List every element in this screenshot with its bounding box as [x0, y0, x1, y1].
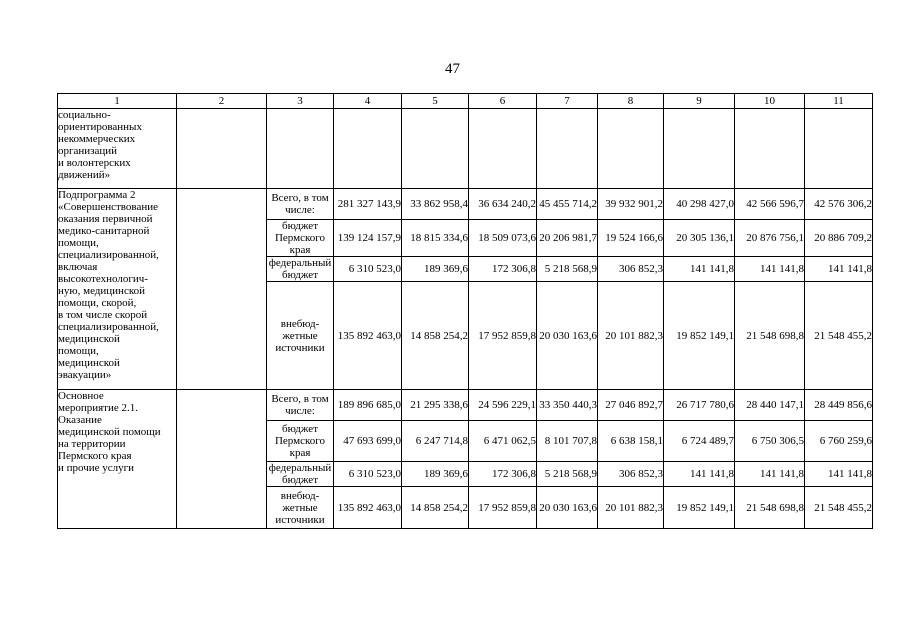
continuation-row [58, 109, 873, 189]
amount-cell: 21 295 338,6 [402, 390, 469, 421]
column-number-row [58, 94, 873, 109]
amount-cell: 189 896 685,0 [334, 390, 402, 421]
amount-cell: 6 760 259,6 [805, 421, 873, 462]
amount-cell: 36 634 240,2 [469, 189, 537, 220]
amount-cell: 141 141,8 [805, 257, 873, 282]
funding-source-cell: бюджет Пермского края [267, 421, 334, 462]
empty-cell [664, 109, 735, 189]
amount-cell: 21 548 698,8 [735, 487, 805, 529]
amount-cell: 39 932 901,2 [598, 189, 664, 220]
amount-cell: 45 455 714,2 [537, 189, 598, 220]
funding-source-cell: внебюд- жетные источники [267, 282, 334, 390]
amount-cell: 20 101 882,3 [598, 487, 664, 529]
empty-cell [598, 109, 664, 189]
funding-source-cell: Всего, в том числе: [267, 390, 334, 421]
column-header: 2 [177, 94, 267, 109]
amount-cell: 42 566 596,7 [735, 189, 805, 220]
amount-cell: 19 852 149,1 [664, 282, 735, 390]
amount-cell: 19 524 166,6 [598, 220, 664, 257]
program-name-cell: социально- ориентированных некоммерческих организаций и волонтерских движений» [58, 109, 177, 189]
amount-cell: 141 141,8 [664, 257, 735, 282]
amount-cell: 18 509 073,6 [469, 220, 537, 257]
empty-cell [267, 109, 334, 189]
amount-cell: 17 952 859,8 [469, 282, 537, 390]
column-header: 7 [537, 94, 598, 109]
amount-cell: 5 218 568,9 [537, 462, 598, 487]
amount-cell: 6 247 714,8 [402, 421, 469, 462]
amount-cell: 5 218 568,9 [537, 257, 598, 282]
amount-cell: 28 449 856,6 [805, 390, 873, 421]
amount-cell: 20 305 136,1 [664, 220, 735, 257]
amount-cell: 19 852 149,1 [664, 487, 735, 529]
amount-cell: 306 852,3 [598, 257, 664, 282]
column-header: 5 [402, 94, 469, 109]
amount-cell: 135 892 463,0 [334, 282, 402, 390]
amount-cell: 281 327 143,9 [334, 189, 402, 220]
amount-cell: 28 440 147,1 [735, 390, 805, 421]
amount-cell: 20 030 163,6 [537, 487, 598, 529]
amount-cell: 14 858 254,2 [402, 282, 469, 390]
column-header: 8 [598, 94, 664, 109]
program-name-cell: Подпрограмма 2 «Совершенствование оказания первичной медико-санитарной помощи, специализированной, включая высокотехнологич- ную, медицинской помощи, скорой, в том числе скорой специализированной, медицинской помощи, медицинской эвакуации» [58, 189, 177, 390]
amount-cell: 17 952 859,8 [469, 487, 537, 529]
funding-source-cell: федеральный бюджет [267, 257, 334, 282]
empty-cell [537, 109, 598, 189]
column-header: 9 [664, 94, 735, 109]
amount-cell: 20 886 709,2 [805, 220, 873, 257]
amount-cell: 33 350 440,3 [537, 390, 598, 421]
amount-cell: 172 306,8 [469, 257, 537, 282]
amount-cell: 42 576 306,2 [805, 189, 873, 220]
amount-cell: 141 141,8 [735, 462, 805, 487]
amount-cell: 20 876 756,1 [735, 220, 805, 257]
amount-cell: 26 717 780,6 [664, 390, 735, 421]
amount-cell: 8 101 707,8 [537, 421, 598, 462]
amount-cell: 21 548 455,2 [805, 282, 873, 390]
amount-cell: 21 548 455,2 [805, 487, 873, 529]
amount-cell: 6 750 306,5 [735, 421, 805, 462]
amount-cell: 21 548 698,8 [735, 282, 805, 390]
column-header: 10 [735, 94, 805, 109]
amount-cell: 189 369,6 [402, 257, 469, 282]
funding-source-cell: федеральный бюджет [267, 462, 334, 487]
amount-cell: 141 141,8 [735, 257, 805, 282]
amount-cell: 6 310 523,0 [334, 462, 402, 487]
empty-cell [805, 109, 873, 189]
amount-cell: 20 101 882,3 [598, 282, 664, 390]
amount-cell: 135 892 463,0 [334, 487, 402, 529]
budget-table [57, 93, 873, 529]
column-header: 3 [267, 94, 334, 109]
amount-cell: 306 852,3 [598, 462, 664, 487]
table-row [58, 189, 873, 220]
amount-cell: 33 862 958,4 [402, 189, 469, 220]
amount-cell: 47 693 699,0 [334, 421, 402, 462]
amount-cell: 14 858 254,2 [402, 487, 469, 529]
empty-cell [469, 109, 537, 189]
amount-cell: 6 310 523,0 [334, 257, 402, 282]
funding-source-cell: бюджет Пермского края [267, 220, 334, 257]
amount-cell: 6 638 158,1 [598, 421, 664, 462]
amount-cell: 20 206 981,7 [537, 220, 598, 257]
column-header: 1 [58, 94, 177, 109]
empty-cell [735, 109, 805, 189]
amount-cell: 27 046 892,7 [598, 390, 664, 421]
amount-cell: 6 471 062,5 [469, 421, 537, 462]
column-header: 11 [805, 94, 873, 109]
amount-cell: 139 124 157,9 [334, 220, 402, 257]
empty-cell [177, 109, 267, 189]
empty-cell [334, 109, 402, 189]
empty-cell [177, 189, 267, 390]
table-row [58, 390, 873, 421]
funding-source-cell: внебюд- жетные источники [267, 487, 334, 529]
amount-cell: 141 141,8 [664, 462, 735, 487]
program-name-cell: Основное мероприятие 2.1. Оказание медицинской помощи на территории Пермского края и прочие услуги [58, 390, 177, 529]
amount-cell: 141 141,8 [805, 462, 873, 487]
column-header: 4 [334, 94, 402, 109]
amount-cell: 24 596 229,1 [469, 390, 537, 421]
empty-cell [177, 390, 267, 529]
column-header: 6 [469, 94, 537, 109]
amount-cell: 20 030 163,6 [537, 282, 598, 390]
amount-cell: 6 724 489,7 [664, 421, 735, 462]
amount-cell: 40 298 427,0 [664, 189, 735, 220]
amount-cell: 18 815 334,6 [402, 220, 469, 257]
page-number: 47 [445, 61, 460, 77]
amount-cell: 172 306,8 [469, 462, 537, 487]
empty-cell [402, 109, 469, 189]
funding-source-cell: Всего, в том числе: [267, 189, 334, 220]
amount-cell: 189 369,6 [402, 462, 469, 487]
